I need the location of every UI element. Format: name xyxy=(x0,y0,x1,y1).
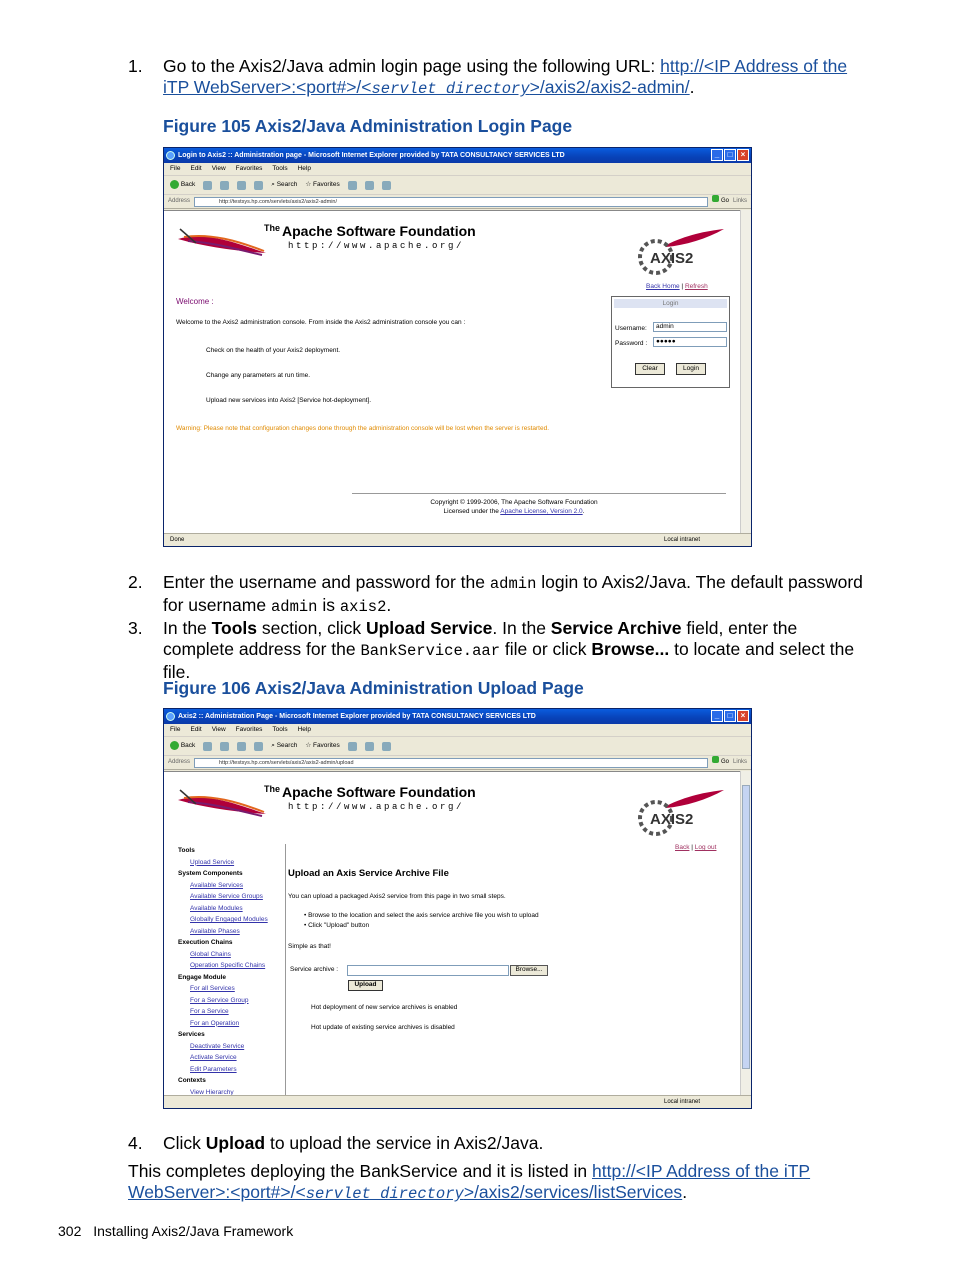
login-browser-window xyxy=(163,147,752,547)
sidebar-heading-execution-chains: Execution Chains xyxy=(178,939,233,946)
search-button[interactable]: ⌕ Search xyxy=(271,181,298,188)
login-page-content xyxy=(164,210,740,535)
upload-intro: You can upload a packaged Axis2 service from this page in two small steps. xyxy=(288,893,506,900)
stop-icon[interactable] xyxy=(220,181,229,190)
search-button[interactable]: ⌕ Search xyxy=(271,742,298,749)
favorites-button[interactable]: ☆ Favorites xyxy=(305,181,340,188)
simple-text: Simple as that! xyxy=(288,943,331,950)
sidebar-item-operation-specific-chains[interactable]: Operation Specific Chains xyxy=(190,962,266,969)
media-icon[interactable] xyxy=(348,181,357,190)
service-archive-input[interactable] xyxy=(347,965,509,976)
address-bar: Address http://testsys.hp.com/servlets/axis2/axis2-admin/ Go Links xyxy=(164,195,751,209)
upload-button[interactable]: Upload xyxy=(348,980,383,991)
minimize-button[interactable]: _ xyxy=(711,149,723,161)
zone-indicator: Local intranet xyxy=(664,537,701,543)
sidebar-heading-contexts: Contexts xyxy=(178,1077,206,1084)
login-button[interactable]: Login xyxy=(676,363,706,375)
feature-item: Check on the health of your Axis2 deployment. xyxy=(206,347,341,354)
menu-view[interactable]: View xyxy=(211,165,226,172)
feature-item: Change any parameters at run time. xyxy=(206,372,311,379)
home-icon[interactable] xyxy=(254,742,263,751)
logout-link[interactable]: Log out xyxy=(694,844,717,851)
copyright: Copyright © 1999-2006, The Apache Software Foundation xyxy=(430,499,598,506)
password-input[interactable]: ●●●●● xyxy=(653,337,727,347)
menu-tools[interactable]: Tools xyxy=(272,165,288,172)
back-arrow-icon xyxy=(170,741,179,750)
refresh-icon[interactable] xyxy=(237,181,246,190)
axis2-logo xyxy=(636,786,728,842)
sidebar-item-activate-service[interactable]: Activate Service xyxy=(190,1054,237,1061)
sidebar-menu xyxy=(178,845,268,1097)
sidebar-item-available-modules[interactable]: Available Modules xyxy=(190,904,243,912)
step-text: Enter the username and password for the admin login to Axis2/Java. The default password for username admin is axis2. xyxy=(163,572,863,616)
username-label: Username: xyxy=(615,325,647,332)
sidebar-item-for-service[interactable]: For a Service xyxy=(190,1008,229,1015)
hot-deploy-status: Hot deployment of new service archives is enabled xyxy=(311,1004,458,1011)
menu-file[interactable]: File xyxy=(170,165,181,172)
step-text: Click Upload to upload the service in Axis2/Java. xyxy=(163,1133,544,1153)
upload-bullet: • Click "Upload" button xyxy=(304,922,370,929)
go-arrow-icon xyxy=(712,195,719,202)
sidebar-heading-services: Services xyxy=(178,1031,205,1038)
footer-divider xyxy=(352,493,726,494)
page-number: 302 xyxy=(58,1223,82,1239)
sidebar-item-available-service-groups[interactable]: Available Service Groups xyxy=(190,893,263,900)
feature-item: Upload new services into Axis2 [Service hot-deployment]. xyxy=(206,397,372,404)
upload-top-links: Back | Log out xyxy=(675,844,717,851)
menu-tools[interactable]: Tools xyxy=(272,726,288,733)
sidebar-item-available-phases[interactable]: Available Phases xyxy=(190,927,240,935)
vertical-scrollbar[interactable] xyxy=(740,210,751,534)
sidebar-item-view-hierarchy[interactable]: View Hierarchy xyxy=(190,1088,234,1096)
status-bar: Done Local intranet xyxy=(164,533,751,546)
menu-bar xyxy=(164,163,751,176)
upload-page-content xyxy=(164,771,740,1097)
welcome-intro: Welcome to the Axis2 administration console. From inside the Axis2 administration console you can : xyxy=(176,319,466,326)
ie-icon xyxy=(166,151,175,160)
step-number: 3. xyxy=(128,618,143,638)
welcome-heading: Welcome : xyxy=(176,297,214,306)
axis2-logo xyxy=(636,225,728,281)
list-services-url-link[interactable]: http://<IP Address of the iTP WebServer>:<port#>/<servlet directory>/axis2/services/listServices xyxy=(128,1161,811,1203)
close-button[interactable]: × xyxy=(737,710,749,722)
upload-heading: Upload an Axis Service Archive File xyxy=(288,868,449,879)
refresh-icon[interactable] xyxy=(237,742,246,751)
window-titlebar: Login to Axis2 :: Administration page - Microsoft Internet Explorer provided by TATA CONSULTANCY SERVICES LTD _ □ × xyxy=(164,148,751,163)
hot-update-status: Hot update of existing service archives is disabled xyxy=(311,1024,455,1031)
maximize-button[interactable]: □ xyxy=(724,710,736,722)
svg-text:AXIS2: AXIS2 xyxy=(650,250,694,267)
asf-title: $^{The}$ Apache Software Foundation xyxy=(264,784,476,800)
asf-title: $^{The}$ Apache Software Foundation xyxy=(264,223,476,239)
sidebar-item-for-service-group[interactable]: For a Service Group xyxy=(190,996,249,1004)
mail-icon[interactable] xyxy=(365,181,374,190)
menu-help[interactable]: Help xyxy=(297,726,311,733)
sidebar-item-deactivate-service[interactable]: Deactivate Service xyxy=(190,1042,245,1050)
license-line: Licensed under the Apache License, Version 2.0. xyxy=(443,508,585,515)
back-arrow-icon xyxy=(170,180,179,189)
back-link[interactable]: Back xyxy=(675,844,690,851)
print-icon[interactable] xyxy=(382,181,391,190)
back-button[interactable]: Back xyxy=(170,176,195,194)
forward-icon[interactable] xyxy=(203,742,212,751)
footer-section: Installing Axis2/Java Framework xyxy=(93,1223,294,1239)
step-number: 1. xyxy=(128,56,143,76)
links-button[interactable]: Links xyxy=(732,198,747,204)
address-bar: Address http://testsys.hp.com/servlets/axis2/axis2-admin/upload Go Links xyxy=(164,756,751,770)
go-button[interactable]: Go xyxy=(712,756,729,769)
admin-url-link[interactable]: http://<IP Address of the iTP WebServer>:<port#>/<servlet directory>/axis2/axis2-admin/ xyxy=(163,56,848,98)
media-icon[interactable] xyxy=(348,742,357,751)
window-titlebar: Axis2 :: Administration Page - Microsoft Internet Explorer provided by TATA CONSULTANCY SERVICES LTD _ □ × xyxy=(164,709,751,724)
browse-button[interactable]: Browse... xyxy=(510,965,548,976)
license-link[interactable]: Apache License, Version 2.0 xyxy=(500,508,583,515)
login-box xyxy=(611,296,730,388)
page-footer xyxy=(58,1223,293,1239)
back-home-link[interactable]: Back Home xyxy=(646,283,680,290)
asf-url: http://www.apache.org/ xyxy=(288,241,465,251)
archive-label: Service archive : xyxy=(290,966,339,973)
menu-view[interactable]: View xyxy=(211,726,226,733)
step-number: 4. xyxy=(128,1133,143,1153)
menu-help[interactable]: Help xyxy=(297,165,311,172)
login-box-header: Login xyxy=(614,299,727,308)
scrollbar-thumb[interactable] xyxy=(742,785,750,1069)
maximize-button[interactable]: □ xyxy=(724,149,736,161)
stop-icon[interactable] xyxy=(220,742,229,751)
ie-icon xyxy=(166,712,175,721)
mail-icon[interactable] xyxy=(365,742,374,751)
sidebar-heading-system-components: System Components xyxy=(178,870,243,877)
print-icon[interactable] xyxy=(382,742,391,751)
step-number: 2. xyxy=(128,572,143,592)
sidebar-item-for-all-services[interactable]: For all Services xyxy=(190,985,235,992)
clear-button[interactable]: Clear xyxy=(635,363,665,375)
browser-toolbar xyxy=(164,176,751,195)
zone-indicator: Local intranet xyxy=(664,1099,701,1105)
vertical-scrollbar[interactable] xyxy=(740,771,751,1096)
figure-105-caption: Figure 105 Axis2/Java Administration Login Page xyxy=(163,116,573,136)
address-input[interactable]: http://testsys.hp.com/servlets/axis2/axis2-admin/upload xyxy=(194,758,708,768)
username-input[interactable]: admin xyxy=(653,322,727,332)
sidebar-item-upload-service[interactable]: Upload Service xyxy=(190,858,235,866)
menu-favorites[interactable]: Favorites xyxy=(235,165,263,172)
browser-toolbar xyxy=(164,737,751,756)
upload-bullet: • Browse to the location and select the axis service archive file you wish to upload xyxy=(304,912,539,919)
warning-text: Warning: Please note that configuration changes done through the administration console will be lost when the server is restarted. xyxy=(176,425,550,432)
refresh-link[interactable]: Refresh xyxy=(684,283,708,290)
sidebar-item-edit-parameters[interactable]: Edit Parameters xyxy=(190,1065,237,1073)
go-arrow-icon xyxy=(712,756,719,763)
menu-edit[interactable]: Edit xyxy=(190,726,202,733)
home-icon[interactable] xyxy=(254,181,263,190)
status-bar xyxy=(164,1095,751,1108)
sidebar-item-global-chains[interactable]: Global Chains xyxy=(190,950,231,958)
menu-file[interactable]: File xyxy=(170,726,181,733)
upload-browser-window xyxy=(163,708,752,1109)
sidebar-heading-engage-module: Engage Module xyxy=(178,973,227,981)
links-button[interactable]: Links xyxy=(732,759,747,765)
step-text: Go to the Axis2/Java admin login page using the following URL: http://<IP Address of the iTP WebServer>:<port#>/<servlet directory>/axis2/axis2-admin/. xyxy=(163,56,848,98)
sidebar-heading-tools: Tools xyxy=(178,847,195,854)
menu-edit[interactable]: Edit xyxy=(190,165,202,172)
address-input[interactable]: http://testsys.hp.com/servlets/axis2/axis2-admin/ xyxy=(194,197,708,207)
minimize-button[interactable]: _ xyxy=(711,710,723,722)
closing-paragraph: This completes deploying the BankService and it is listed in http://<IP Address of the iTP WebServer>:<port#>/<servlet directory>/axis2/services/listServices. xyxy=(128,1161,811,1203)
favorites-button[interactable]: ☆ Favorites xyxy=(305,742,340,749)
sidebar-item-for-operation[interactable]: For an Operation xyxy=(190,1019,240,1027)
go-button[interactable]: Go xyxy=(712,195,729,208)
svg-text:AXIS2: AXIS2 xyxy=(650,811,694,828)
menu-bar xyxy=(164,724,751,737)
login-top-links: Back Home | Refresh xyxy=(646,283,708,290)
menu-favorites[interactable]: Favorites xyxy=(235,726,263,733)
forward-icon[interactable] xyxy=(203,181,212,190)
sidebar-item-available-services[interactable]: Available Services xyxy=(190,881,243,889)
close-button[interactable]: × xyxy=(737,149,749,161)
password-label: Password : xyxy=(615,340,648,347)
back-button[interactable]: Back xyxy=(170,737,195,755)
figure-106-caption: Figure 106 Axis2/Java Administration Upload Page xyxy=(163,678,584,698)
asf-url: http://www.apache.org/ xyxy=(288,802,465,812)
sidebar-item-globally-engaged-modules[interactable]: Globally Engaged Modules xyxy=(190,916,268,923)
step-text: In the Tools section, click Upload Service. In the Service Archive field, enter the complete address for the BankService.aar file or click Browse... to locate and select the file. xyxy=(163,618,855,682)
